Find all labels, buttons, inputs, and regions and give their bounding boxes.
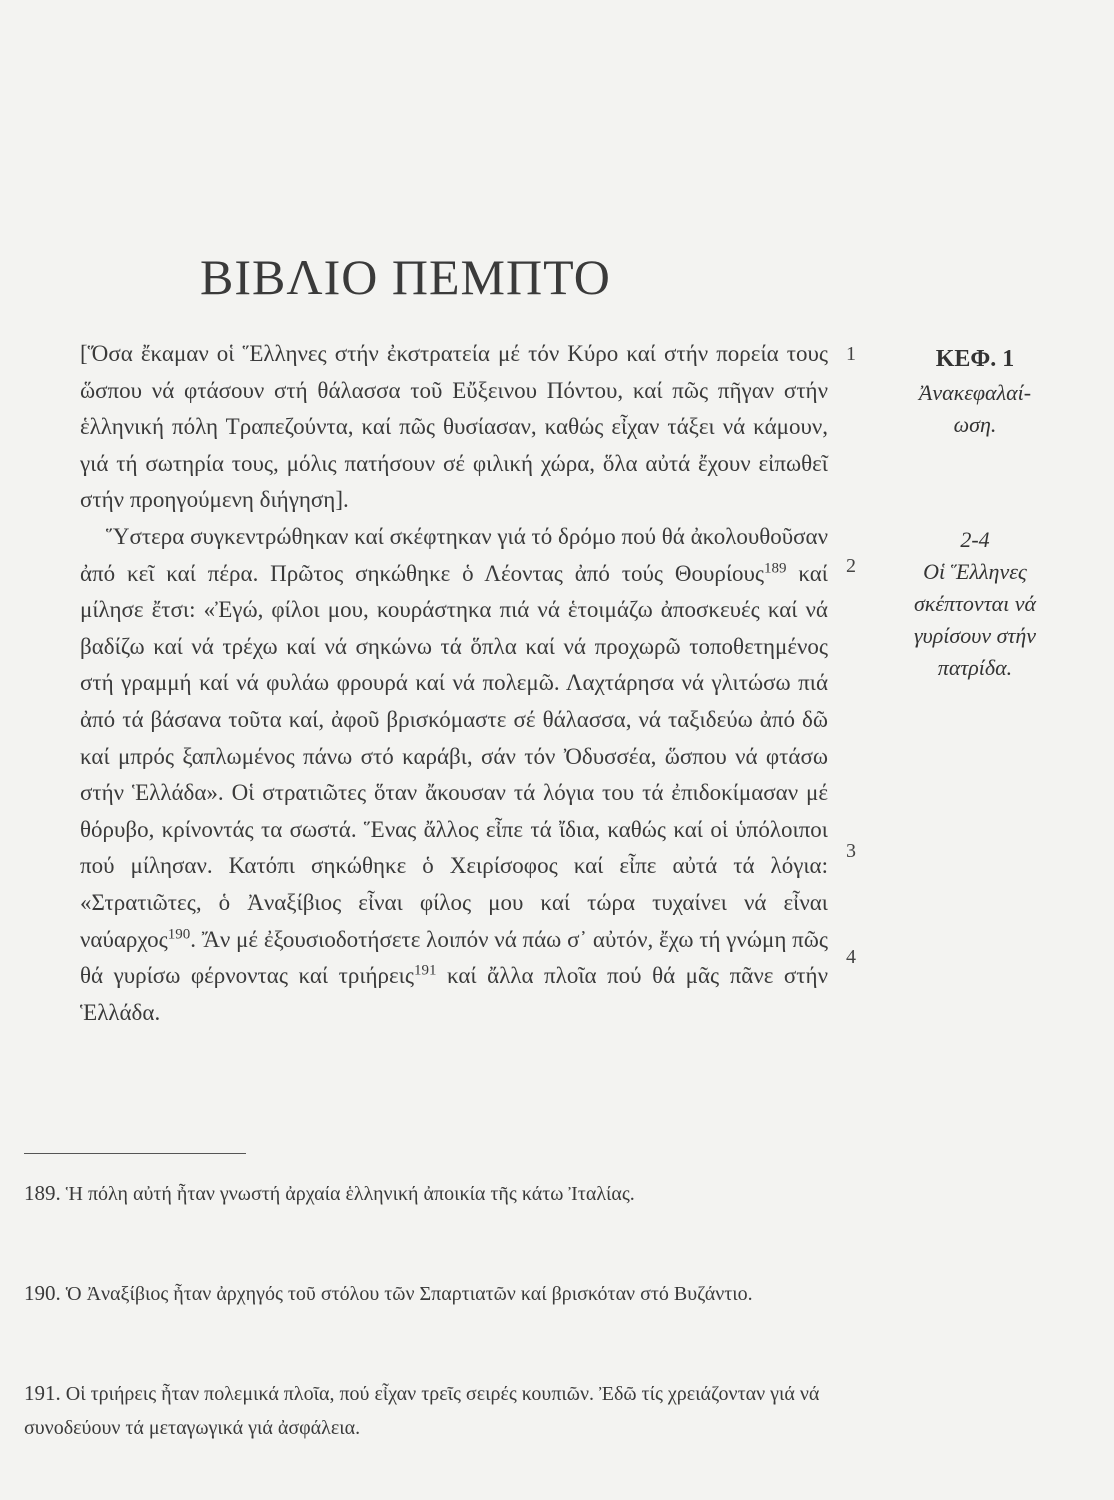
footnote-text: Οἱ τριήρεις ἦταν πολεμικά πλοῖα, πού εἶχαν τρεῖς σειρές κουπιῶν. Ἐδῶ τίς χρειάζονταν γιά νά συνοδεύουν τά μεταγωγικά γιά ἀσφάλεια.	[24, 1383, 820, 1439]
margin-range: 2-4	[960, 527, 990, 552]
paragraph-main-part-a: Ὕστερα συγκεντρώθηκαν καί σκέφτηκαν γιά τό δρόμο πού θά ἀκολουθοῦσαν ἀπό κεῖ καί πέρα. Πρῶτος σηκώθηκε ὁ Λέοντας ἀπό τούς Θουρίους	[80, 523, 828, 586]
margin-range-line-3: γυρίσουν στήν	[913, 623, 1037, 648]
margin-range-line-4: πατρίδα.	[937, 655, 1013, 680]
footnote-number: 190.	[24, 1281, 61, 1305]
margin-range-block	[880, 524, 1070, 684]
footnote-divider	[24, 1153, 246, 1154]
paragraph-main-part-d: καί ἄλλα πλοῖα πού θά μᾶς πᾶνε στήν Ἑλλάδα.	[80, 963, 828, 1025]
footnote-ref-190: 190	[167, 925, 191, 942]
book-title: ΒΙΒΛΙΟ ΠΕΜΠΤΟ	[200, 249, 611, 305]
chapter-heading: ΚΕΦ. 1	[935, 346, 1015, 372]
footnote-number: 189.	[24, 1181, 61, 1205]
footnote-text: Ὁ Ἀναξίβιος ἦταν ἀρχηγός τοῦ στόλου τῶν Σπαρτιατῶν καί βρισκόταν στό Βυζάντιο.	[65, 1283, 753, 1305]
margin-chapter-block	[880, 346, 1070, 441]
section-number-1: 1	[846, 343, 856, 365]
footnote-ref-191: 191	[413, 962, 437, 979]
section-number-4: 4	[846, 946, 856, 968]
margin-range-line-1: Οἱ Ἕλληνες	[923, 559, 1027, 584]
footnote-189	[24, 1176, 824, 1211]
section-number-3: 3	[846, 840, 856, 862]
footnote-number: 191.	[24, 1381, 61, 1405]
paragraph-main-part-b: καί μίλησε ἔτσι: «Ἐγώ, φίλοι μου, κουράστηκα πιά νά ἑτοιμάζω ἀποσκευές καί νά βαδίζω καί νά τρέχω καί νά σηκώνω τά ὅπλα καί νά προχωρῶ τοποθετημένος στή γραμμή καί νά φυλάω φρουρά καί νά πολεμῶ. Λαχτάρησα νά γλιτώσω πιά ἀπό τά βάσανα τοῦτα καί, ἀφοῦ βρισκόμαστε σέ θάλασσα, νά ταξιδεύω ἀπό δῶ καί μπρός ξαπλωμένος πάνω στό καράβι, σάν τόν Ὀδυσσέα, ὥσπου νά φτάσω στήν Ἑλλάδα». Οἱ στρατιῶτες ὅταν ἄκουσαν τά λόγια του τά ἐπιδοκίμασαν μέ θόρυβο, κρίνοντάς τα σωστά. Ἕνας ἄλλος εἶπε τά ἴδια, καθώς καί οἱ ὑπόλοιποι πού μίλησαν. Κατόπι σηκώθηκε ὁ Χειρίσοφος καί εἶπε αὐτά τά λόγια: «Στρατιῶτες, ὁ Ἀναξίβιος εἶναι φίλος μου καί τώρα τυχαίνει νά εἶναι ναύαρχος	[80, 560, 828, 952]
footnote-190	[24, 1276, 824, 1311]
footnote-191	[24, 1376, 824, 1445]
paragraph-main-part-c: . Ἄν μέ ἐξουσιοδοτήσετε λοιπόν νά πάω σ᾽ αὐτόν, ἔχω τή γνώμη πῶς θά γυρίσω φέρνοντας καί τριήρεις	[80, 926, 828, 989]
footnote-ref-189: 189	[764, 559, 787, 576]
margin-summary-line-2: ωση.	[953, 412, 997, 437]
footnote-text: Ἡ πόλη αὐτή ἦταν γνωστή ἀρχαία ἑλληνική ἀποικία τῆς κάτω Ἰταλίας.	[65, 1183, 635, 1205]
margin-range-line-2: σκέπτονται νά	[913, 591, 1037, 616]
section-number-2: 2	[846, 555, 856, 577]
main-text	[80, 336, 828, 1031]
margin-summary-line-1: Ἀνακεφαλαί-	[918, 380, 1032, 405]
paragraph-main	[80, 519, 828, 1031]
paragraph-summary: [Ὅσα ἔκαμαν οἱ Ἕλληνες στήν ἐκστρατεία μέ τόν Κύρο καί στήν πορεία τους ὥσπου νά φτάσουν στή θάλασσα τοῦ Εὔξεινου Πόντου, καί πῶς πῆγαν στήν ἑλληνική πόλη Τραπεζούντα, καί πῶς θυσίασαν, καθώς εἶχαν τάξει νά κάμουν, γιά τή σωτηρία τους, μόλις πατήσουν σέ φιλική χώρα, ὅλα αὐτά ἔχουν εἰπωθεῖ στήν προηγούμενη διήγηση].	[80, 341, 828, 513]
